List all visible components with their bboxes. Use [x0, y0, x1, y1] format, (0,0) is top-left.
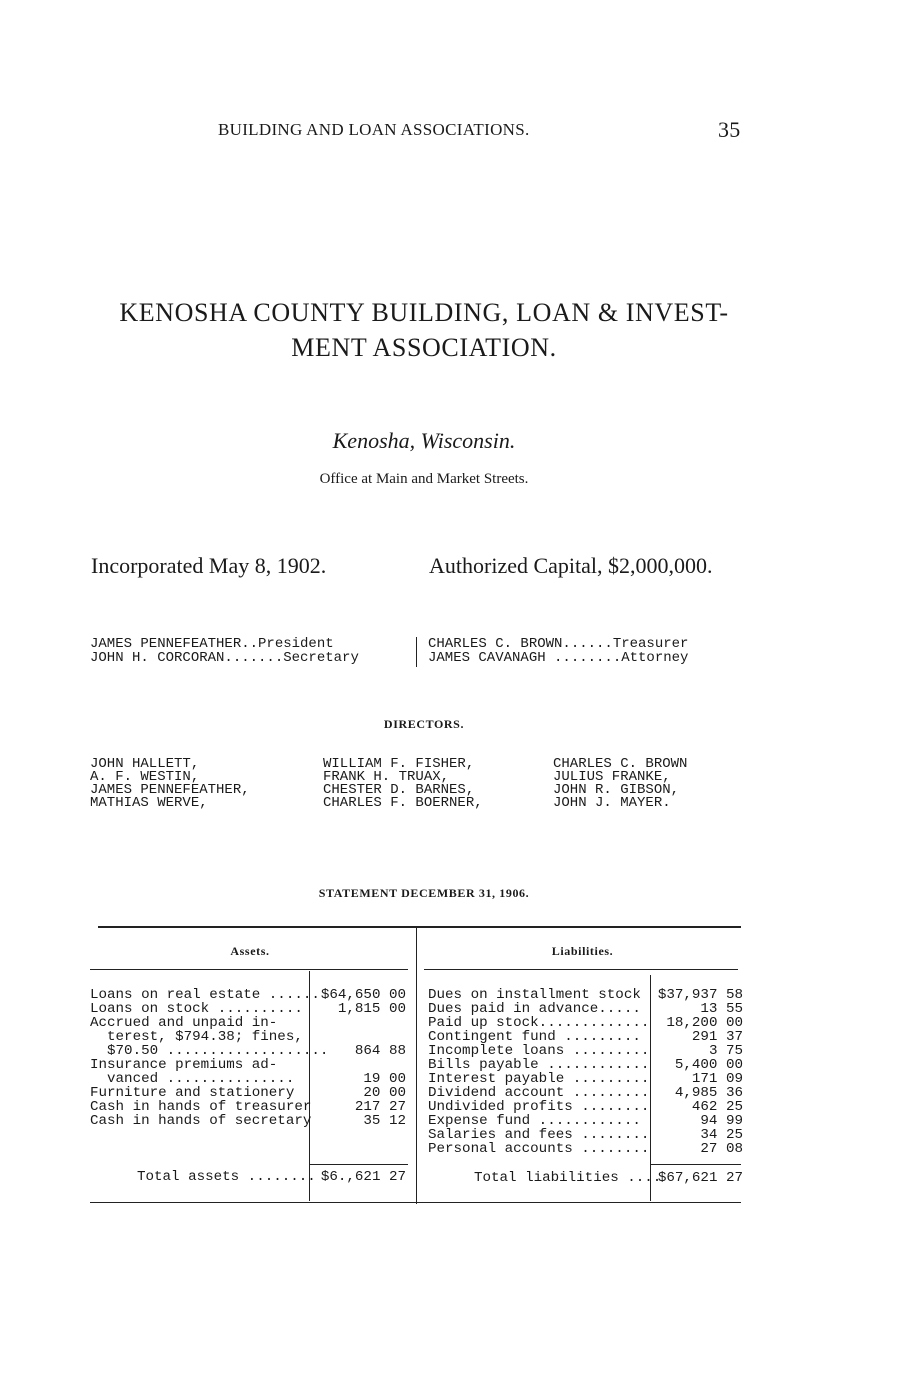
page-number: 35 — [718, 117, 741, 142]
statement-row-amount: 94 99 — [700, 1113, 743, 1129]
capital-line: Authorized Capital, $2,000,000. — [429, 553, 713, 578]
statement-row-label: Dues paid in advance..... — [428, 1001, 641, 1017]
statement-row-label: Dues on installment stock — [428, 987, 641, 1003]
association-name-line2: MENT ASSOCIATION. — [291, 333, 557, 362]
director-name: JULIUS FRANKE, — [553, 769, 671, 785]
liabilities-header-rule — [424, 969, 738, 970]
liabilities-header: Liabilities. — [551, 944, 614, 958]
total-assets-label: Total assets ........ — [137, 1169, 316, 1185]
statement-row-label: Furniture and stationery — [90, 1085, 295, 1101]
director-name: A. F. WESTIN, — [90, 769, 200, 785]
association-name-line1: KENOSHA COUNTY BUILDING, LOAN & INVEST- — [119, 298, 729, 327]
statement-row-label: vanced ............... — [90, 1071, 295, 1087]
statement-row-amount: 3 75 — [708, 1043, 743, 1059]
director-name: WILLIAM F. FISHER, — [323, 756, 475, 772]
officer-president: JAMES PENNEFEATHER..President — [90, 636, 334, 652]
statement-row-amount: 18,200 00 — [666, 1015, 743, 1031]
city-line: Kenosha, Wisconsin. — [332, 428, 516, 453]
officer-secretary: JOHN H. CORCORAN.......Secretary — [90, 650, 359, 666]
statement-row-amount: 34 25 — [700, 1127, 743, 1143]
statement-row-amount: 5,400 00 — [674, 1057, 743, 1073]
statement-row-label: Undivided profits ........ — [428, 1099, 650, 1115]
running-head — [0, 117, 900, 180]
officer-treasurer: CHARLES C. BROWN......Treasurer — [428, 636, 689, 652]
statement-row-amount: 35 12 — [363, 1113, 406, 1129]
statement-row-label: terest, $794.38; fines, — [90, 1029, 303, 1045]
statement-row-label: Insurance premiums ad- — [90, 1057, 278, 1073]
statement-row-amount: 19 00 — [363, 1071, 406, 1087]
statement-row-amount: 1,815 00 — [337, 1001, 406, 1017]
director-name: JAMES PENNEFEATHER, — [90, 782, 250, 798]
statement-row-label: Dividend account ......... — [428, 1085, 650, 1101]
statement-heading: STATEMENT DECEMBER 31, 1906. — [318, 886, 530, 900]
assets-header: Assets. — [230, 944, 270, 958]
statement-row-amount: $37,937 58 — [657, 987, 743, 1003]
table-center-divider — [416, 928, 417, 1204]
director-name: JOHN R. GIBSON, — [553, 782, 680, 798]
incorporated-line: Incorporated May 8, 1902. — [91, 553, 327, 578]
director-name: CHARLES F. BOERNER, — [323, 795, 483, 811]
director-name: MATHIAS WERVE, — [90, 795, 208, 811]
officers-divider — [416, 637, 417, 667]
liabilities-total-rule — [651, 1164, 741, 1165]
total-assets-amount: $6.,621 27 — [320, 1169, 406, 1185]
statement-row-label: Personal accounts ........ — [428, 1141, 650, 1157]
officer-attorney: JAMES CAVANAGH ........Attorney — [428, 650, 689, 666]
director-name: CHESTER D. BARNES, — [323, 782, 475, 798]
assets-header-rule — [90, 969, 408, 970]
statement-row-label: Expense fund ............ — [428, 1113, 641, 1129]
statement-row-label: Paid up stock............. — [428, 1015, 650, 1031]
total-liabilities-label: Total liabilities .... — [474, 1170, 662, 1186]
director-name: JOHN HALLETT, — [90, 756, 200, 772]
statement-row-label: Contingent fund ......... — [428, 1029, 641, 1045]
statement-row-amount: 462 25 — [691, 1099, 743, 1115]
statement-row-label: Accrued and unpaid in- — [90, 1015, 278, 1031]
director-name: FRANK H. TRUAX, — [323, 769, 450, 785]
director-name: CHARLES C. BROWN — [553, 756, 688, 772]
statement-row-amount: $64,650 00 — [320, 987, 406, 1003]
statement-row-amount: 217 27 — [354, 1099, 406, 1115]
total-liabilities-amount: $67,621 27 — [657, 1170, 743, 1186]
statement-row-amount: 27 08 — [700, 1141, 743, 1157]
table-top-rule — [98, 926, 741, 928]
statement-row-amount: 4,985 36 — [674, 1085, 743, 1101]
statement-row-amount: 20 00 — [363, 1085, 406, 1101]
statement-row-label: $70.50 ................... — [90, 1043, 329, 1059]
statement-row-label: Bills payable ............ — [428, 1057, 650, 1073]
statement-row-label: Incomplete loans ......... — [428, 1043, 650, 1059]
directors-heading: DIRECTORS. — [383, 717, 465, 731]
assets-total-rule — [310, 1164, 408, 1165]
statement-row-amount: 171 09 — [691, 1071, 743, 1087]
statement-row-label: Loans on stock .......... — [90, 1001, 303, 1017]
running-head-title: BUILDING AND LOAN ASSOCIATIONS. — [218, 120, 530, 139]
statement-row-label: Loans on real estate ...... — [90, 987, 320, 1003]
director-name: JOHN J. MAYER. — [553, 795, 671, 811]
statement-row-amount: 13 55 — [700, 1001, 743, 1017]
table-bottom-rule — [90, 1202, 741, 1203]
statement-row-label: Interest payable ......... — [428, 1071, 650, 1087]
office-line: Office at Main and Market Streets. — [319, 471, 529, 487]
statement-row-label: Cash in hands of treasurer — [90, 1099, 312, 1115]
statement-row-amount: 291 37 — [691, 1029, 743, 1045]
statement-row-label: Salaries and fees ........ — [428, 1127, 650, 1143]
statement-row-label: Cash in hands of secretary — [90, 1113, 312, 1129]
statement-row-amount: 864 88 — [354, 1043, 406, 1059]
